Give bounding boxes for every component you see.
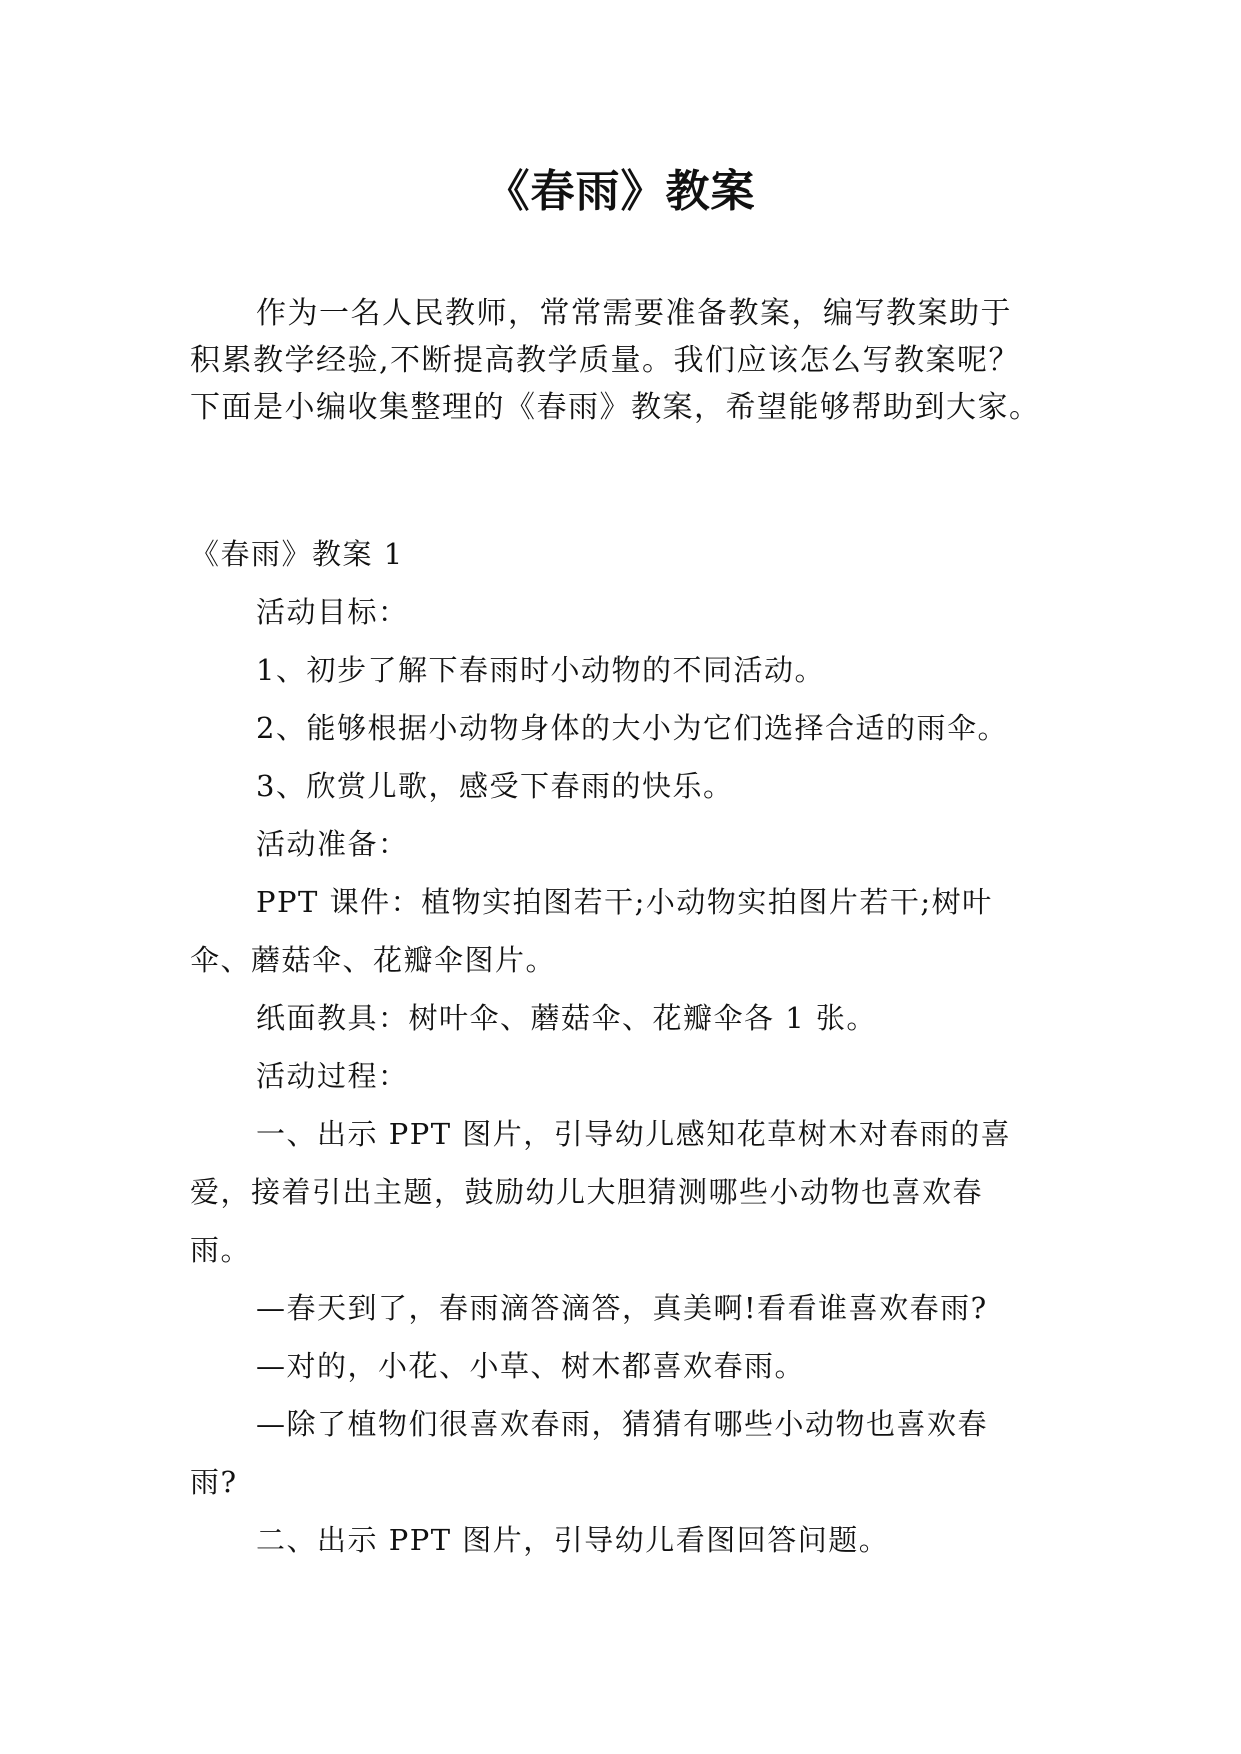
paragraph-line: 活动准备： [256, 827, 409, 861]
paragraph-line: 1、初步了解下春雨时小动物的不同活动。 [256, 653, 825, 687]
paragraph-line: 纸面教具：树叶伞、蘑菇伞、花瓣伞各 1 张。 [256, 1001, 877, 1035]
document-title: 《春雨》教案 [485, 166, 756, 217]
intro-line: 作为一名人民教师，常常需要准备教案，编写教案助于 [256, 296, 1012, 331]
intro-paragraph [190, 290, 1070, 431]
paragraph-line: 一、出示 PPT 图片，引导幼儿感知花草树木对春雨的喜 [256, 1117, 1012, 1151]
paragraph-line: 伞、蘑菇伞、花瓣伞图片。 [190, 943, 557, 977]
paragraph-line: —除了植物们很喜欢春雨，猜猜有哪些小动物也喜欢春 [256, 1407, 989, 1441]
paragraph-line: 3、欣赏儿歌，感受下春雨的快乐。 [256, 769, 734, 803]
paragraph-line: —春天到了，春雨滴答滴答，真美啊!看看谁喜欢春雨? [256, 1291, 988, 1325]
intro-line: 积累教学经验,不断提高教学质量。我们应该怎么写教案呢？ [190, 343, 1021, 378]
paragraph-line: PPT 课件：植物实拍图若干;小动物实拍图片若干;树叶 [256, 885, 993, 919]
paragraph-line: 2、能够根据小动物身体的大小为它们选择合适的雨伞。 [256, 711, 1008, 745]
lesson-plan-body [190, 525, 1080, 1569]
paragraph-line: 二、出示 PPT 图片，引导幼儿看图回答问题。 [256, 1523, 890, 1557]
paragraph-line: —对的，小花、小草、树木都喜欢春雨。 [256, 1349, 806, 1383]
intro-line: 下面是小编收集整理的《春雨》教案，希望能够帮助到大家。 [190, 390, 1041, 425]
paragraph-line: 雨。 [190, 1233, 252, 1267]
paragraph-line: 活动过程： [256, 1059, 409, 1093]
paragraph-line: 爱，接着引出主题，鼓励幼儿大胆猜测哪些小动物也喜欢春 [190, 1175, 984, 1209]
paragraph-line: 活动目标： [256, 595, 409, 629]
section-heading: 《春雨》教案 1 [190, 537, 404, 571]
paragraph-line: 雨? [190, 1465, 238, 1499]
